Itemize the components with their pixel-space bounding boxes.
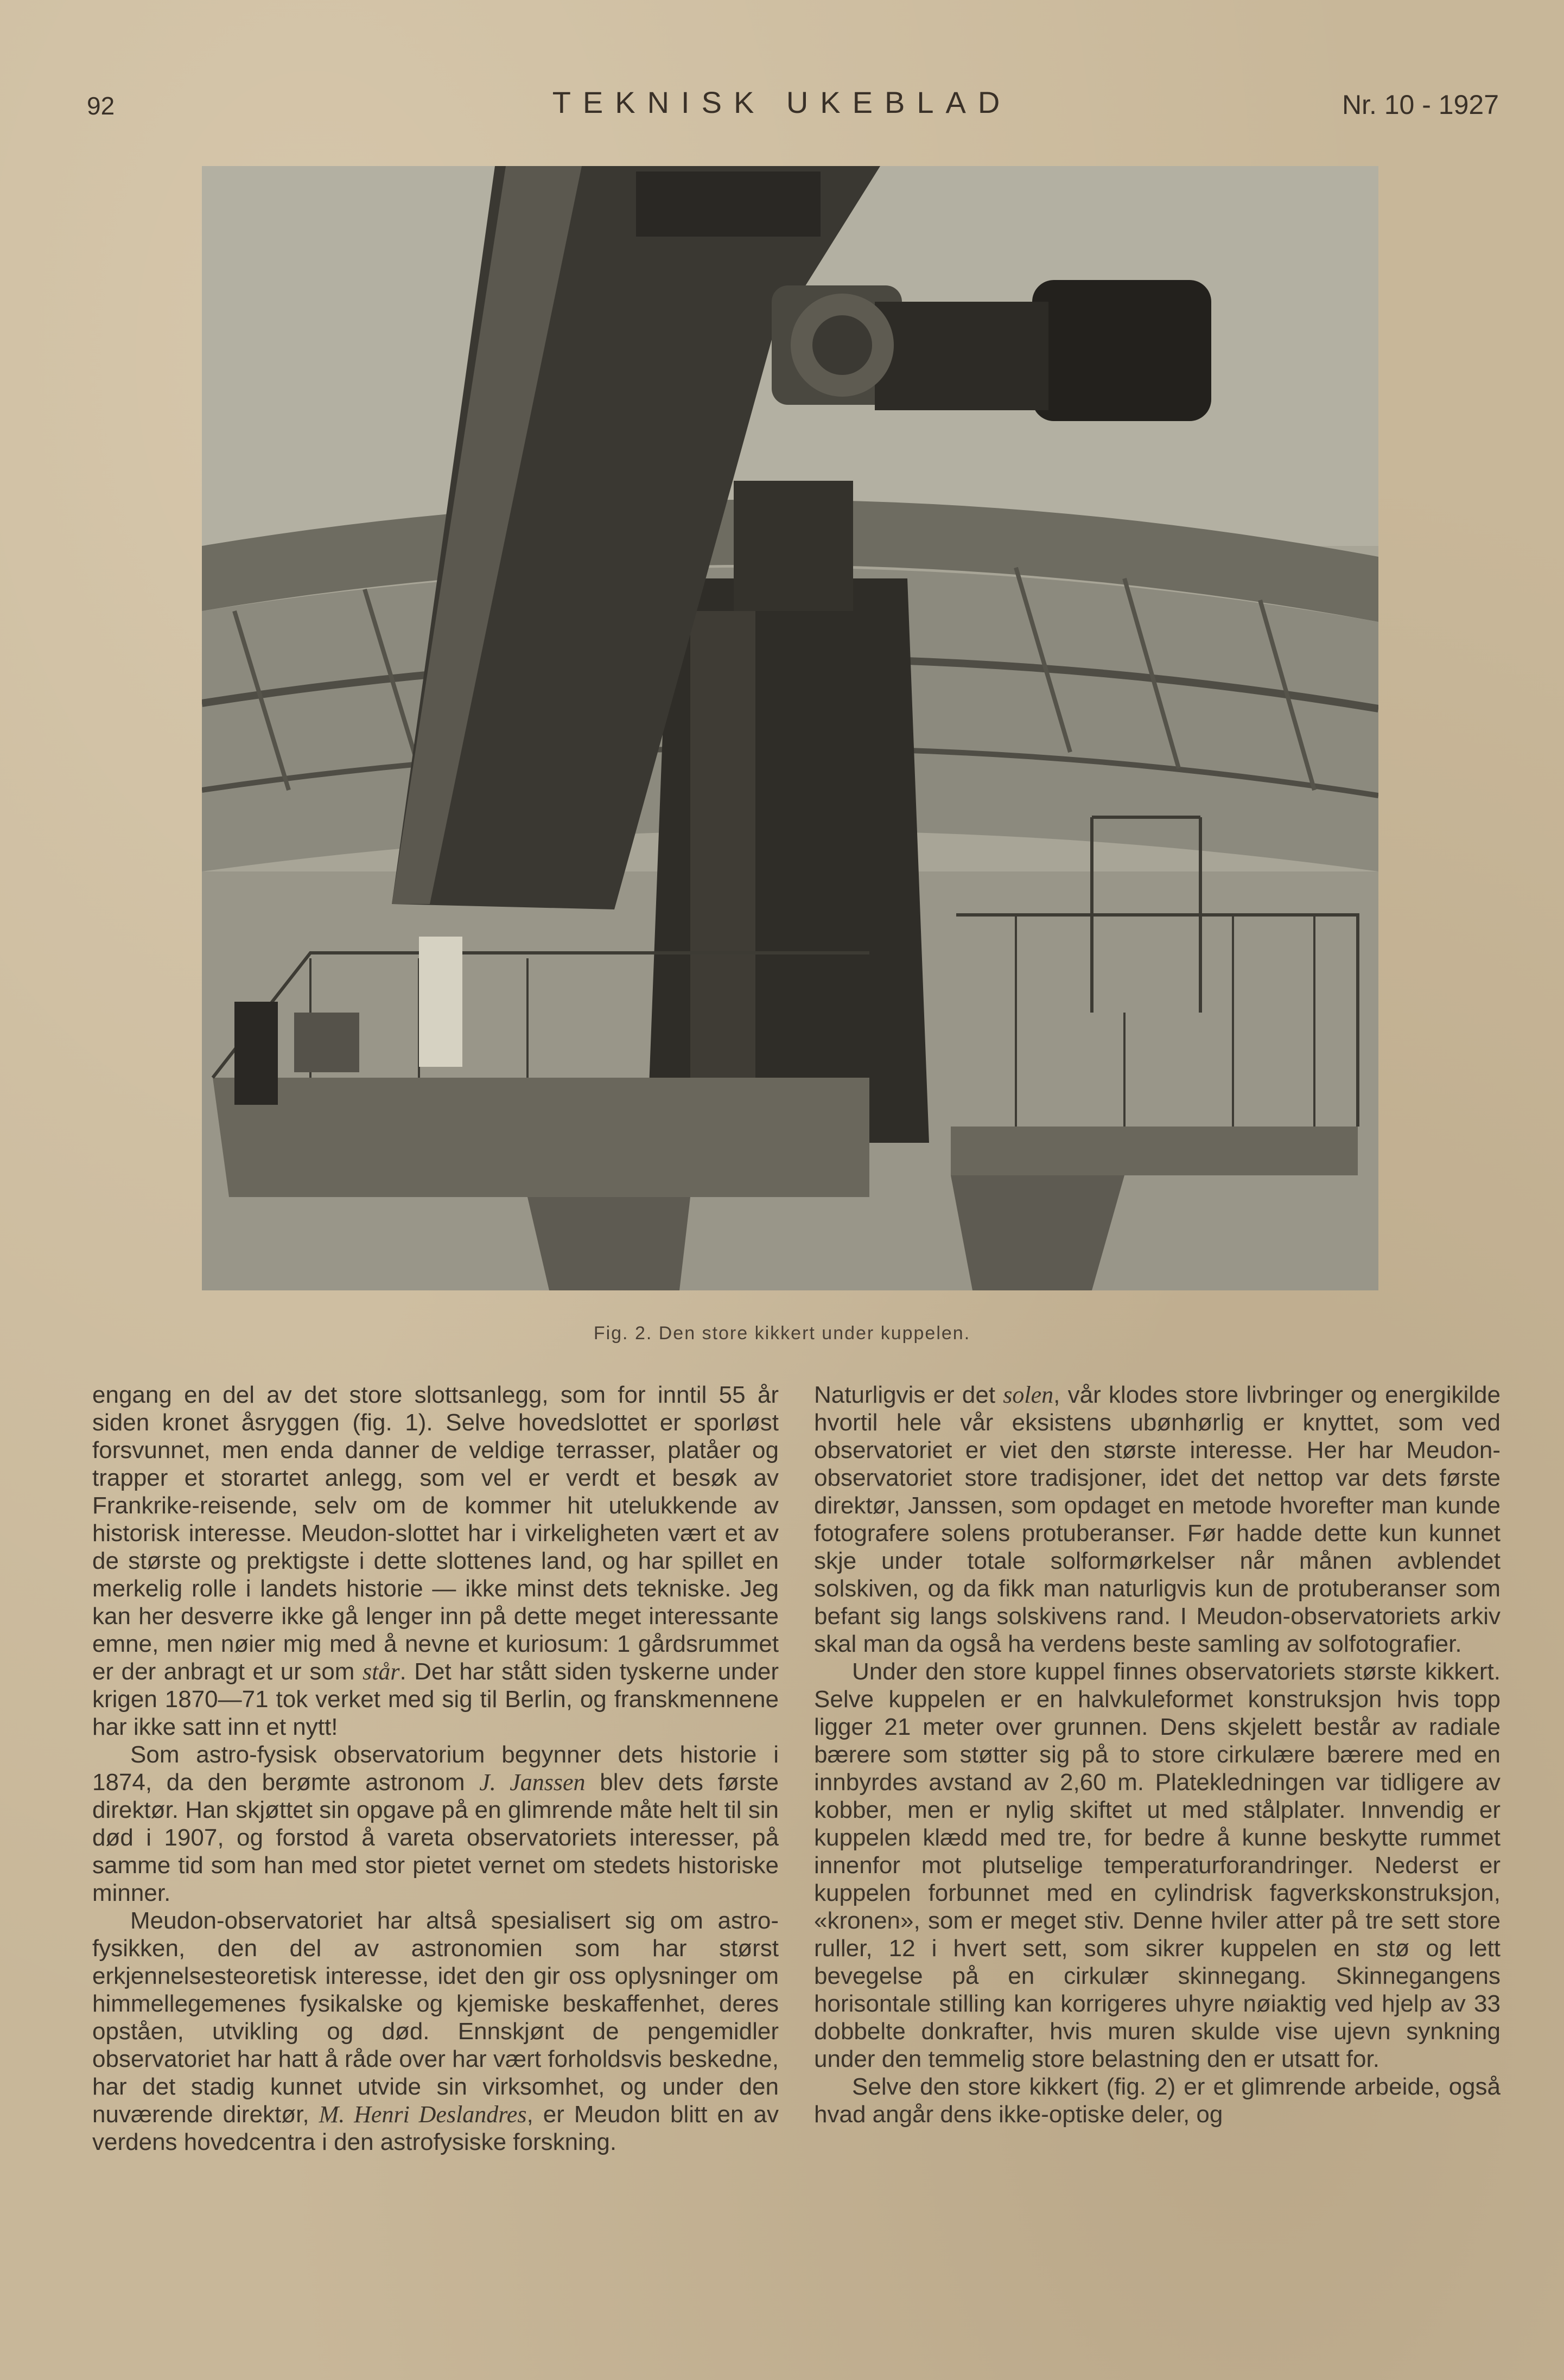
italic-text: M. Henri Deslandres bbox=[319, 2101, 527, 2128]
italic-text: står bbox=[362, 1658, 400, 1685]
page-header bbox=[0, 81, 1564, 125]
left-column bbox=[92, 1381, 779, 2156]
text-run: , vår klodes store livbringer og energikilde hvortil hele vår eksistens ubønhørlig er knyttet, som ved observatoriet er viet den største interesse. Her har Meudon-observatoriet store tradisjoner, idet det nettop var dets første direktør, Janssen, som opdaget en metode hvorefter man kunde fotografere solens protuberanser. Før hadde dette kun kunnet skje under totale solformørkelser når månen avblendet solskiven, og da fikk man naturligvis kun de protuberanser som befant sig langs solskivens rand. I Meudon-observatoriets arkiv skal man da også ha verdens beste samling av solfotografier. bbox=[814, 1382, 1501, 1657]
paragraph bbox=[814, 1381, 1501, 1658]
issue-number: Nr. 10 - 1927 bbox=[1342, 90, 1499, 120]
text-run: Som astro-fysisk observatorium begynner dets historie i 1874, da den berømte astronom bbox=[92, 1741, 779, 1796]
page-number: 92 bbox=[87, 92, 115, 120]
text-run: Meudon-observatoriet har altså spesialisert sig om astro-fysikken, den del av astronomien som har størst erkjennelsesteoretisk interesse, idet den gir oss oplysninger om himmellegemenes fysikalske og kjemiske beskaffenhet, deres opståen, utvikling og død. Ennskjønt de pengemidler observatoriet har hatt å råde over har vært forholdsvis beskedne, har det stadig kunnet utvide sin virksomhet, og under den nuværende direktør, bbox=[92, 1907, 779, 2128]
text-run: . Det har stått siden tyskerne under krigen 1870—71 tok verket med sig til Berlin, og franskmennene har ikke satt inn et nytt! bbox=[92, 1658, 779, 1740]
paragraph bbox=[92, 1741, 779, 1907]
figure-caption: Fig. 2. Den store kikkert under kuppelen. bbox=[593, 1323, 971, 1344]
italic-text: J. Janssen bbox=[479, 1769, 586, 1796]
paragraph bbox=[92, 1907, 779, 2156]
text-run: Selve den store kikkert (fig. 2) er et glimrende arbeide, også hvad angår dens ikke-optiske deler, og bbox=[814, 2073, 1501, 2128]
telescope-illustration bbox=[202, 166, 1378, 1290]
paragraph bbox=[814, 1658, 1501, 2073]
text-run: , er Meudon blitt en av verdens hovedcentra i den astrofysiske forskning. bbox=[92, 2101, 779, 2155]
text-run: blev dets første direktør. Han skjøttet sin opgave på en glimrende måte helt til sin død i 1907, og forstod å vareta observatoriets interesser, på samme tid som han med stor pietet vernet om stedets historiske minner. bbox=[92, 1769, 779, 1906]
paragraph bbox=[814, 2073, 1501, 2128]
italic-text: solen bbox=[1003, 1382, 1054, 1408]
paragraph bbox=[92, 1381, 779, 1741]
journal-title: TEKNISK UKEBLAD bbox=[552, 85, 1012, 119]
telescope-drawing bbox=[202, 166, 1378, 1290]
text-run: Naturligvis er det bbox=[814, 1382, 1003, 1408]
text-run: Under den store kuppel finnes observatoriets største kikkert. Selve kuppelen er en halvkuleformet konstruksjon hvis topp ligger 21 meter over grunnen. Dens skjelett består av radiale bærere som støtter sig på to store cirkulære bærere med en innbyrdes avstand av 2,60 m. Platekledningen var tidligere av kobber, men er nylig skiftet ut med stålplater. Innvendig er kuppelen klædd med tre, for bedre å kunne beskytte rummet innenfor mot plutselige temperaturforandringer. Nederst er kuppelen forbunnet med en cylindrisk fagverkskonstruksjon, «kronen», som er meget stiv. Denne hviler atter på tre sett store ruller, 12 i hvert sett, som sikrer kuppelen en stø og lett bevegelse på en cirkulær skinnegang. Skinnegangens horisontale stilling kan korrigeres uhyre nøiaktig ved hjelp av 33 dobbelte donkrafter, hvis muren skulde vise ujevn synkning under den temmelig store belastning den er utsatt for. bbox=[814, 1658, 1501, 2072]
right-column bbox=[814, 1381, 1501, 2128]
text-run: engang en del av det store slottsanlegg, som for inntil 55 år siden kronet åsryggen (fig. 1). Selve hovedslottet er sporløst forsvunnet, men enda danner de veldige terrasser, platåer og trapper et storartet anlegg, som vel er verdt et besøk av Frankrike-reisende, selv om de kommer hit utelukkende av historisk interesse. Meudon-slottet har i virkeligheten vært et av de største og prektigste i dette slottenes land, og har spillet en merkelig rolle i landets historie — ikke minst dets tekniske. Jeg kan her desverre ikke gå lenger inn på dette meget interessante emne, men nøier mig med å nevne et kuriosum: 1 gårdsrummet er der anbragt et ur som bbox=[92, 1382, 779, 1685]
